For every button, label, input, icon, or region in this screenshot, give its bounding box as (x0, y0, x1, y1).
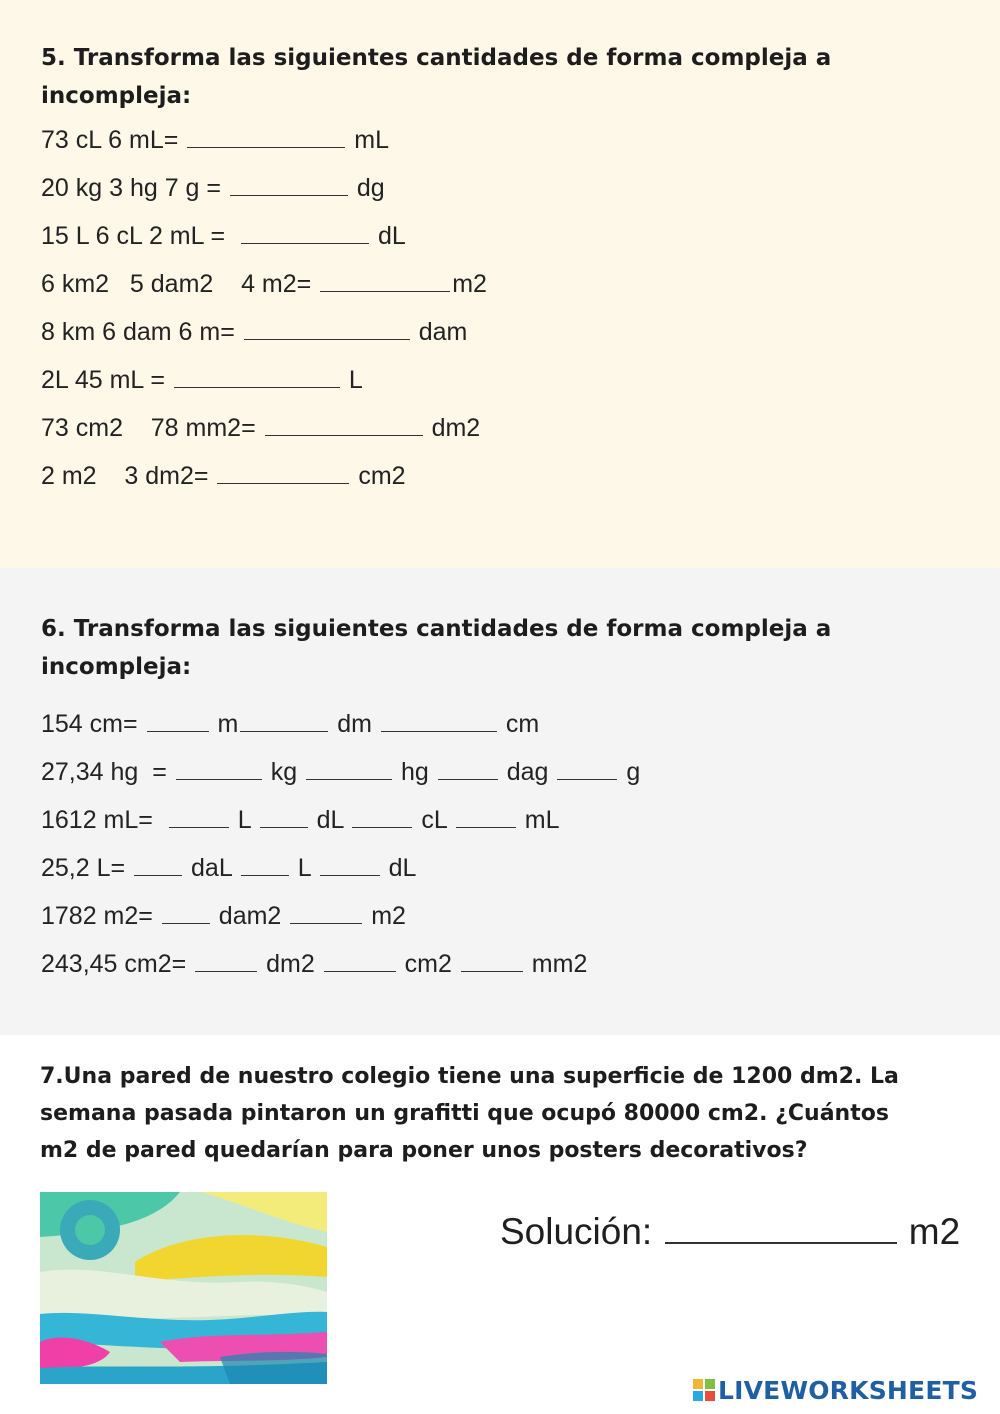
solution-unit: m2 (898, 1211, 961, 1252)
exercise-5-4: 6 km2 5 dam2 4 m2= m2 (41, 270, 487, 298)
solution-label: Solución: (500, 1211, 663, 1252)
section-5 (0, 0, 1000, 568)
exercise-5-6: 2L 45 mL = L (41, 366, 363, 394)
answer-blank[interactable] (241, 221, 369, 244)
answer-blank[interactable] (217, 461, 349, 484)
section-6-heading-line2: incompleja: (41, 654, 192, 680)
answer-blank[interactable] (265, 413, 423, 436)
answer-blank[interactable] (134, 853, 182, 876)
answer-blank[interactable] (461, 949, 523, 972)
answer-blank[interactable] (381, 709, 497, 732)
section-5-heading-line2: incompleja: (41, 83, 192, 109)
section-6-heading (41, 610, 941, 686)
section-6-heading-line1: 6. Transforma las siguientes cantidades de forma compleja a (41, 616, 832, 642)
answer-blank[interactable] (162, 901, 210, 924)
exercise-6-4: 25,2 L= daL L dL (41, 854, 417, 882)
answer-blank[interactable] (174, 365, 340, 388)
answer-blank[interactable] (147, 709, 209, 732)
exercise-5-1: 73 cL 6 mL= mL (41, 126, 389, 154)
exercise-6-2: 27,34 hg = kg hg dag g (41, 758, 641, 786)
answer-blank[interactable] (169, 805, 229, 828)
exercise-6-6: 243,45 cm2= dm2 cm2 mm2 (41, 950, 588, 978)
section-5-heading (41, 39, 941, 115)
answer-blank[interactable] (230, 173, 348, 196)
answer-blank[interactable] (241, 853, 289, 876)
liveworksheets-logo (693, 1374, 978, 1406)
exercise-5-8: 2 m2 3 dm2= cm2 (41, 462, 406, 490)
answer-blank[interactable] (320, 853, 380, 876)
exercise-5-5: 8 km 6 dam 6 m= dam (41, 318, 468, 346)
answer-blank[interactable] (320, 269, 450, 292)
answer-blank[interactable] (456, 805, 516, 828)
answer-blank[interactable] (438, 757, 498, 780)
exercise-6-1: 154 cm= m dm cm (41, 710, 540, 738)
question-7-line1: 7.Una pared de nuestro colegio tiene una superficie de 1200 dm2. La (40, 1064, 899, 1089)
question-7 (40, 1058, 970, 1169)
answer-blank[interactable] (324, 949, 396, 972)
section-6 (0, 568, 1000, 1035)
liveworksheets-grid-icon (693, 1379, 715, 1401)
answer-blank[interactable] (306, 757, 392, 780)
exercise-5-2: 20 kg 3 hg 7 g = dg (41, 174, 385, 202)
answer-blank[interactable] (244, 317, 410, 340)
logo-text: LIVEWORKSHEETS (718, 1375, 979, 1405)
answer-blank[interactable] (195, 949, 257, 972)
answer-blank[interactable] (187, 125, 345, 148)
solution-answer-blank[interactable] (665, 1212, 897, 1244)
answer-blank[interactable] (260, 805, 308, 828)
exercise-6-3: 1612 mL= L dL cL mL (41, 806, 560, 834)
answer-blank[interactable] (557, 757, 617, 780)
exercise-6-5: 1782 m2= dam2 m2 (41, 902, 406, 930)
question-7-line2: semana pasada pintaron un grafitti que ocupó 80000 cm2. ¿Cuántos (40, 1101, 889, 1126)
answer-blank[interactable] (352, 805, 412, 828)
answer-blank[interactable] (176, 757, 262, 780)
exercise-5-7: 73 cm2 78 mm2= dm2 (41, 414, 481, 442)
answer-blank[interactable] (240, 709, 328, 732)
answer-blank[interactable] (290, 901, 362, 924)
question-7-line3: m2 de pared quedarían para poner unos posters decorativos? (40, 1138, 808, 1163)
exercise-5-3: 15 L 6 cL 2 mL = dL (41, 222, 406, 250)
section-5-heading-line1: 5. Transforma las siguientes cantidades de forma compleja a (41, 45, 832, 71)
solution-line (500, 1207, 960, 1257)
graffiti-wall-image (40, 1192, 327, 1384)
